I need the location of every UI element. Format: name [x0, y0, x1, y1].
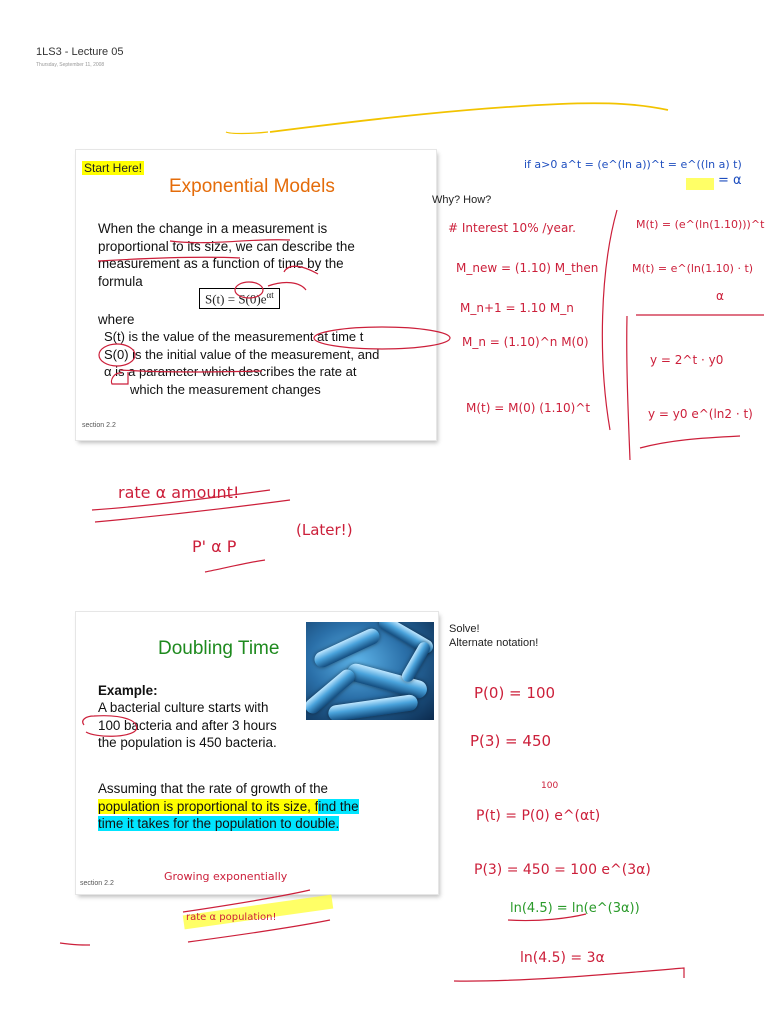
start-here-tag: Start Here! — [84, 161, 143, 175]
highlight-yellow: population is proportional to its size, f — [98, 798, 319, 814]
example-line: A bacterial culture starts with — [98, 700, 269, 715]
ink-m-t-exp2: M(t) = e^(ln(1.10) · t) — [632, 262, 754, 275]
note-line: Solve! — [449, 623, 480, 635]
example-line: the population is 450 bacteria. — [98, 735, 277, 750]
ink-a-to-t: if a>0 a^t = (e^(ln a))^t = e^((ln a) t) — [524, 158, 742, 171]
ink-y2: y = y0 e^(ln2 · t) — [648, 407, 753, 421]
ink-m-new: M_new = (1.10) M_then — [456, 261, 599, 275]
highlight-cyan: ind the — [318, 798, 359, 814]
ink-m-n: M_n = (1.10)^n M(0) — [462, 335, 589, 349]
slide-title: Exponential Models — [169, 176, 335, 197]
ink-ln45b: ln(4.5) = 3α — [520, 950, 605, 966]
formula: S(t) = S(0)e — [205, 291, 267, 307]
ink-interest: # Interest 10% /year. — [448, 221, 576, 235]
where-label: where — [98, 312, 135, 327]
ink-m-t: M(t) = M(0) (1.10)^t — [466, 401, 591, 415]
ink-m-n1: M_n+1 = 1.10 M_n — [460, 301, 574, 315]
why-how-note: Why? How? — [432, 194, 492, 206]
definition-line: S(t) is the value of the measurement at time t — [104, 329, 364, 344]
ink-rate: rate α amount! — [118, 483, 240, 502]
ink-pprime: P' α P — [192, 537, 237, 556]
ink-p3: P(3) = 450 — [470, 732, 552, 750]
paragraph-line: When the change in a measurement is — [98, 221, 328, 236]
paragraph-line: measurement as a function of time by the — [98, 256, 344, 271]
section-label: section 2.2 — [80, 880, 114, 887]
formula-exponent: αt — [266, 290, 274, 300]
definition-line: S(0) is the initial value of the measurement, and — [104, 346, 380, 362]
highlight-cyan: time it takes for the population to double. — [98, 816, 340, 831]
paragraph-line: formula — [98, 273, 143, 289]
ink-growing: Growing exponentially — [164, 870, 288, 883]
section-label: section 2.2 — [82, 422, 116, 429]
ink-rate-pop: rate α population! — [186, 912, 277, 923]
ink-later: (Later!) — [296, 521, 353, 539]
ink-m-t-exp1: M(t) = (e^(ln(1.10)))^t — [636, 218, 765, 231]
ink-alpha: = α — [718, 173, 742, 188]
definition-line: α is a parameter which describes the rate at — [104, 364, 357, 379]
ink-hundred: 100 — [541, 781, 559, 791]
ink-y1: y = 2^t · y0 — [650, 353, 724, 367]
slide-title: Doubling Time — [158, 638, 280, 659]
definition-line: which the measurement changes — [130, 381, 321, 397]
example-label: Example: — [98, 683, 158, 698]
note-line: Alternate notation! — [449, 637, 539, 649]
assumption-line: Assuming that the rate of growth of the — [98, 781, 329, 796]
example-line: 100 bacteria and after 3 hours — [98, 717, 277, 733]
page-title: 1LS3 - Lecture 05 — [36, 46, 124, 58]
ink-p3eq: P(3) = 450 = 100 e^(3α) — [474, 862, 651, 878]
page-date: Thursday, September 11, 2008 — [36, 62, 105, 68]
ink-pt: P(t) = P(0) e^(αt) — [476, 808, 601, 824]
ink-p0: P(0) = 100 — [474, 684, 556, 702]
paragraph-line: proportional to its size, we can describe the — [98, 238, 355, 254]
ink-ln45: ln(4.5) = ln(e^(3α)) — [510, 901, 640, 916]
ink-alpha-2: α — [716, 289, 724, 303]
